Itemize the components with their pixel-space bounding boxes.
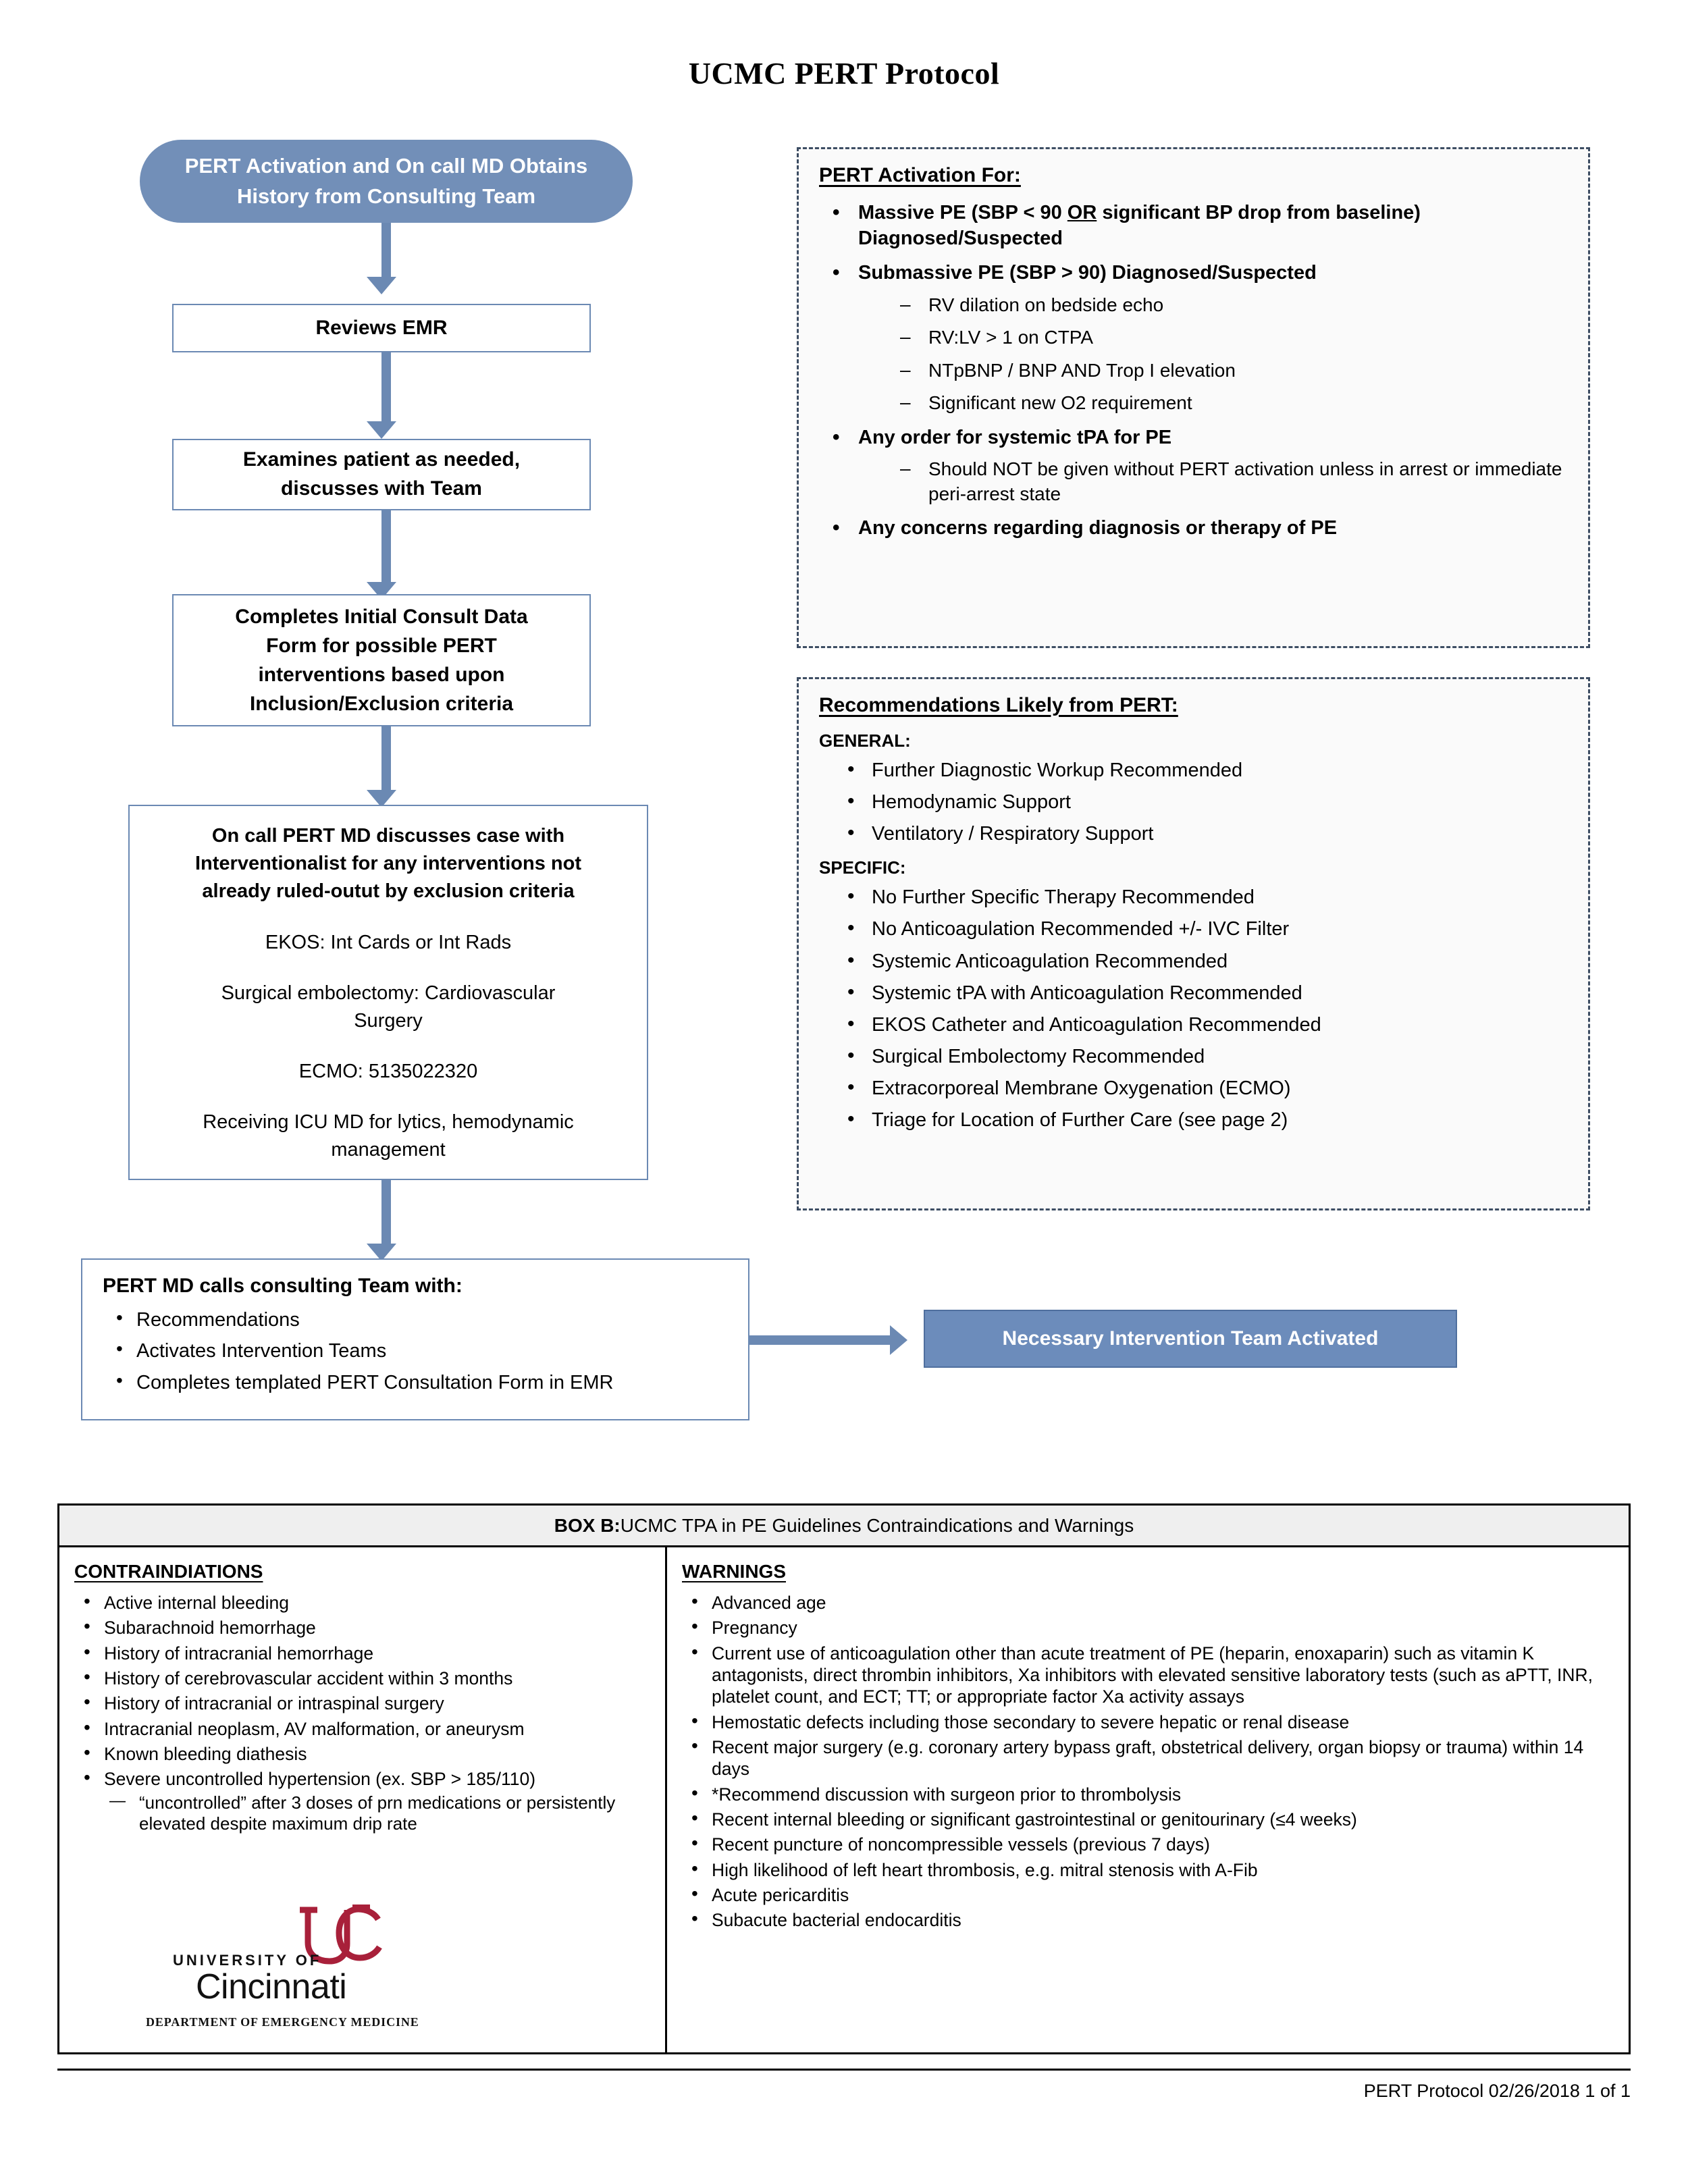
list-item: • Further Diagnostic Workup Recommended bbox=[823, 758, 1571, 783]
arrow-head-1 bbox=[367, 277, 396, 294]
node-line-4: Inclusion/Exclusion criteria bbox=[249, 693, 514, 716]
list-item: • Hemodynamic Support bbox=[823, 790, 1571, 815]
list-item: • *Recommend discussion with surgeon prior to thrombolysis bbox=[682, 1784, 1618, 1805]
list-item: • History of cerebrovascular accident within 3 months bbox=[74, 1668, 654, 1689]
list-item: • EKOS Catheter and Anticoagulation Recommended bbox=[823, 1013, 1571, 1038]
list-item: • Subarachnoid hemorrhage bbox=[74, 1617, 654, 1639]
arrow-head-6 bbox=[890, 1325, 907, 1355]
flow-node-reviews-emr[interactable] bbox=[172, 304, 591, 352]
flow-node-calls-consulting-team[interactable] bbox=[81, 1258, 749, 1420]
item-text-before: Massive PE (SBP < 90 bbox=[858, 202, 1067, 223]
item-text: Submassive PE (SBP > 90) Diagnosed/Suspected bbox=[858, 262, 1317, 284]
item-text-after: significant BP drop from baseline) Diagnosed/Suspected bbox=[858, 202, 1421, 249]
uc-logo bbox=[140, 1895, 424, 2040]
list-item: • History of intracranial or intraspinal surgery bbox=[74, 1693, 654, 1714]
list-item: • Known bleeding diathesis bbox=[74, 1743, 654, 1765]
box-b-header bbox=[59, 1506, 1629, 1547]
list-item: • Systemic Anticoagulation Recommended bbox=[823, 949, 1571, 974]
footer-text: PERT Protocol 02/26/2018 1 of 1 bbox=[1363, 2081, 1631, 2101]
uc-university-label: UNIVERSITY OF bbox=[173, 1952, 322, 1969]
arrow-shaft-1 bbox=[381, 223, 391, 279]
list-item: • Recent major surgery (e.g. coronary artery bypass graft, obstetrical delivery, organ biopsy or trauma) within 14 days bbox=[682, 1736, 1618, 1780]
list-item: • Intracranial neoplasm, AV malformation, or aneurysm bbox=[74, 1718, 654, 1740]
flowchart bbox=[0, 0, 783, 1431]
list-item: • Active internal bleeding bbox=[74, 1592, 654, 1614]
sub-item: – RV:LV > 1 on CTPA bbox=[858, 325, 1571, 350]
list-item: • Extracorporeal Membrane Oxygenation (ECMO) bbox=[823, 1076, 1571, 1101]
box-b-label: BOX B: bbox=[554, 1514, 621, 1536]
warnings-title: WARNINGS bbox=[682, 1561, 786, 1582]
list-item-systemic-tpa bbox=[823, 425, 1571, 506]
node-bold-line-2: Interventionalist for any interventions not bbox=[194, 853, 581, 875]
specific-list bbox=[823, 885, 1571, 1133]
item-text: Any order for systemic tPA for PE bbox=[858, 426, 1172, 448]
node-line-1: Examines patient as needed, bbox=[242, 448, 521, 471]
list-item-massive-pe bbox=[823, 201, 1571, 251]
node-text-embolectomy-2: Surgery bbox=[354, 1009, 423, 1032]
list-item: • Recommendations bbox=[107, 1308, 614, 1332]
node-bold-line-3: already ruled-outut by exclusion criteria bbox=[202, 880, 575, 903]
node-text-ecmo: ECMO: 5135022320 bbox=[298, 1061, 478, 1083]
list-item: • Current use of anticoagulation other than acute treatment of PE (heparin, enoxaparin) such as vitamin K antagonists, direct thrombin inhibitors, Xa inhibitors with elevated sensitive laboratory tests (such as aPTT, INR, platelet count, and ECT; TT; or appropriate factor Xa activity assays bbox=[682, 1643, 1618, 1708]
list-item: • Triage for Location of Further Care (see page 2) bbox=[823, 1108, 1571, 1133]
pill-line-1: PERT Activation and On call MD Obtains bbox=[184, 154, 588, 178]
box-b bbox=[57, 1503, 1631, 2054]
node-bold-line-1: On call PERT MD discusses case with bbox=[211, 825, 565, 847]
flow-node-consult-form[interactable] bbox=[172, 594, 591, 726]
sub-item: — “uncontrolled” after 3 doses of prn medications or persistently elevated despite maximum drip rate bbox=[104, 1792, 654, 1835]
banner-label: Necessary Intervention Team Activated bbox=[1002, 1327, 1379, 1350]
flow-node-pert-activation[interactable] bbox=[140, 140, 633, 223]
node-line-3: interventions based upon bbox=[258, 664, 505, 686]
sub-item: – RV dilation on bedside echo bbox=[858, 293, 1571, 317]
list-item: • Recent internal bleeding or significant gastrointestinal or genitourinary (≤4 weeks) bbox=[682, 1809, 1618, 1830]
list-item: • Advanced age bbox=[682, 1592, 1618, 1614]
uc-cincinnati-label: Cincinnati bbox=[196, 1967, 347, 2006]
tpa-subitems bbox=[858, 457, 1571, 506]
contraindications-column bbox=[59, 1547, 667, 2052]
node-line-1: Completes Initial Consult Data bbox=[235, 605, 528, 628]
list-item bbox=[74, 1768, 654, 1835]
flow-node-interventionalist[interactable] bbox=[128, 805, 648, 1180]
list-item: • Completes templated PERT Consultation Form in EMR bbox=[107, 1371, 614, 1395]
list-item: • Acute pericarditis bbox=[682, 1884, 1618, 1906]
pert-activation-panel bbox=[797, 147, 1590, 648]
list-item-submassive-pe bbox=[823, 261, 1571, 415]
footer-divider bbox=[57, 2069, 1631, 2071]
general-label: GENERAL: bbox=[819, 730, 911, 751]
uc-department-label: DEPARTMENT OF EMERGENCY MEDICINE bbox=[146, 2015, 419, 2029]
list-item: • Systemic tPA with Anticoagulation Recommended bbox=[823, 981, 1571, 1006]
list-item: • Activates Intervention Teams bbox=[107, 1339, 614, 1363]
list-item-any-concerns: • Any concerns regarding diagnosis or therapy of PE bbox=[823, 516, 1571, 541]
node-text-ekos: EKOS: Int Cards or Int Rads bbox=[265, 931, 512, 953]
node-line-2: Form for possible PERT bbox=[266, 634, 497, 657]
warnings-column bbox=[667, 1547, 1629, 2052]
panel-heading: Recommendations Likely from PERT: bbox=[819, 694, 1178, 716]
contraindications-list bbox=[74, 1592, 654, 1835]
list-item: • Pregnancy bbox=[682, 1617, 1618, 1639]
node-line-1: Reviews EMR bbox=[315, 316, 448, 339]
arrow-shaft-2 bbox=[381, 352, 391, 424]
list-item: • Recent puncture of noncompressible vessels (previous 7 days) bbox=[682, 1834, 1618, 1855]
list-item: • No Anticoagulation Recommended +/- IVC Filter bbox=[823, 917, 1571, 942]
node-text-icu-2: management bbox=[331, 1139, 446, 1161]
item-text: Severe uncontrolled hypertension (ex. SBP > 185/110) bbox=[104, 1769, 536, 1790]
list-item: • Subacute bacterial endocarditis bbox=[682, 1909, 1618, 1931]
page-title: UCMC PERT Protocol bbox=[688, 56, 1000, 90]
node-heading: PERT MD calls consulting Team with: bbox=[103, 1275, 463, 1297]
box-b-title: UCMC TPA in PE Guidelines Contraindications and Warnings bbox=[620, 1514, 1134, 1536]
node-line-2: discusses with Team bbox=[281, 477, 482, 500]
list-item: • No Further Specific Therapy Recommended bbox=[823, 885, 1571, 910]
hypertension-subitems bbox=[104, 1792, 654, 1835]
flow-node-examines-patient[interactable] bbox=[172, 439, 591, 510]
list-item: • History of intracranial hemorrhage bbox=[74, 1643, 654, 1664]
submassive-subitems bbox=[858, 293, 1571, 416]
sub-item: – NTpBNP / BNP AND Trop I elevation bbox=[858, 358, 1571, 383]
general-list bbox=[823, 758, 1571, 847]
sub-item: – Should NOT be given without PERT activation unless in arrest or immediate peri-arrest state bbox=[858, 457, 1571, 506]
list-item: • Ventilatory / Respiratory Support bbox=[823, 822, 1571, 847]
arrow-shaft-6 bbox=[749, 1335, 891, 1345]
list-item: • Hemostatic defects including those secondary to severe hepatic or renal disease bbox=[682, 1711, 1618, 1733]
flow-banner-team-activated[interactable] bbox=[924, 1310, 1457, 1368]
recommendations-panel bbox=[797, 677, 1590, 1210]
contraindications-title: CONTRAINDIATIONS bbox=[74, 1561, 263, 1582]
sub-item: – Significant new O2 requirement bbox=[858, 391, 1571, 415]
calls-team-list bbox=[107, 1308, 614, 1402]
box-b-body bbox=[59, 1547, 1629, 2052]
node-text-embolectomy-1: Surgical embolectomy: Cardiovascular bbox=[221, 982, 556, 1004]
activation-list bbox=[823, 201, 1571, 541]
list-item: • Surgical Embolectomy Recommended bbox=[823, 1044, 1571, 1069]
arrow-shaft-3 bbox=[381, 510, 391, 585]
item-text-underline: OR bbox=[1067, 202, 1097, 223]
arrow-shaft-5 bbox=[381, 1180, 391, 1246]
pill-line-2: History from Consulting Team bbox=[236, 184, 536, 208]
arrow-shaft-4 bbox=[381, 726, 391, 793]
panel-heading: PERT Activation For: bbox=[819, 164, 1021, 186]
specific-label: SPECIFIC: bbox=[819, 857, 906, 878]
arrow-head-2 bbox=[367, 421, 396, 439]
node-text-icu-1: Receiving ICU MD for lytics, hemodynamic bbox=[203, 1111, 574, 1134]
warnings-list bbox=[682, 1592, 1618, 1932]
list-item: • High likelihood of left heart thrombosis, e.g. mitral stenosis with A-Fib bbox=[682, 1859, 1618, 1881]
